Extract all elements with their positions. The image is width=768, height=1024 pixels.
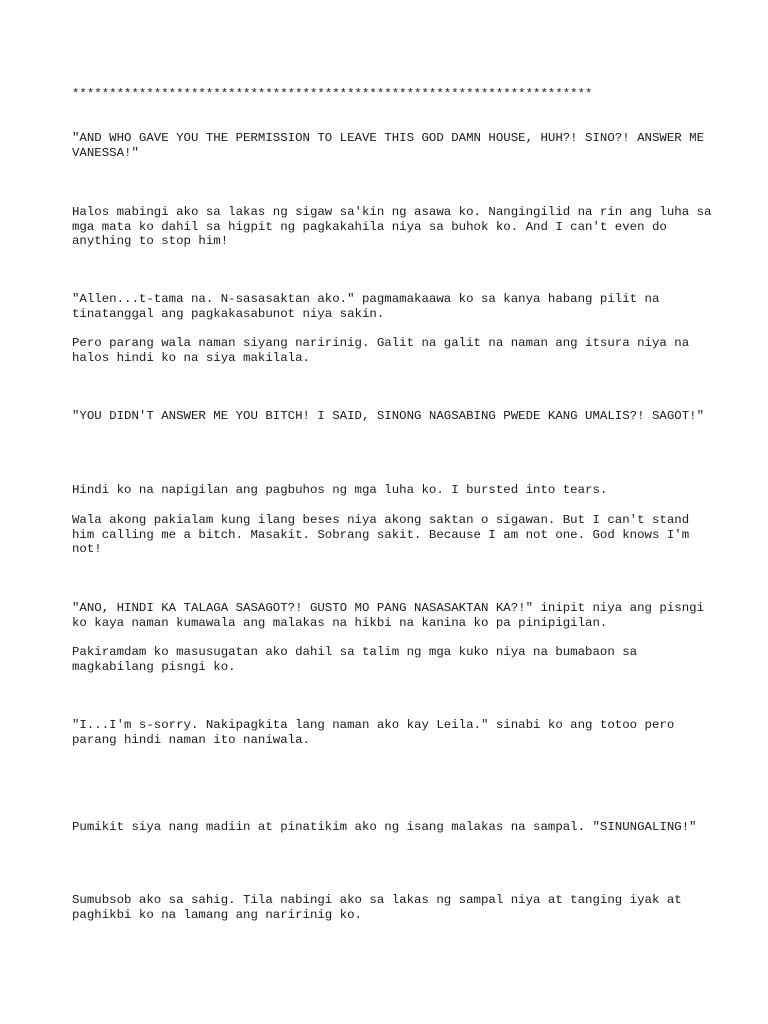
paragraph: Sumubsob ako sa sahig. Tila nabingi ako sa lakas ng sampal niya at tanging iyak at paghikbi ko na lamang ang naririnig ko. bbox=[72, 893, 690, 922]
paragraph: "Allen...t-tama na. N-sasasaktan ako." pagmamakaawa ko sa kanya habang pilit na tinatanggal ang pagkakasabunot niya sakin. bbox=[72, 292, 667, 321]
paragraph: "YOU DIDN'T ANSWER ME YOU BITCH! I SAID, SINONG NAGSABING PWEDE KANG UMALIS?! SAGOT!" bbox=[72, 409, 705, 423]
paragraph: Pumikit siya nang madiin at pinatikim ako ng isang malakas na sampal. "SINUNGALING!" bbox=[72, 820, 697, 834]
paragraph: Pakiramdam ko masusugatan ako dahil sa talim ng mga kuko niya na bumabaon sa magkabilang pisngi ko. bbox=[72, 645, 645, 674]
separator-line: ********************************************************************** bbox=[72, 87, 593, 101]
paragraph: Halos mabingi ako sa lakas ng sigaw sa'kin ng asawa ko. Nangingilid na rin ang luha sa mga mata ko dahil sa higpit ng pagkakahila niya sa buhok ko. And I can't even do anything to stop him! bbox=[72, 205, 719, 249]
paragraph: "ANO, HINDI KA TALAGA SASAGOT?! GUSTO MO PANG NASASAKTAN KA?!" inipit niya ang pisngi ko kaya naman kumawala ang malakas na hikbi na kanina ko pa pinipigilan. bbox=[72, 601, 712, 630]
paragraph: Wala akong pakialam kung ilang beses niya akong saktan o sigawan. But I can't stand him calling me a bitch. Masakit. Sobrang sakit. Because I am not one. God knows I'm not! bbox=[72, 513, 697, 557]
paragraph: "I...I'm s-sorry. Nakipagkita lang naman ako kay Leila." sinabi ko ang totoo pero parang hindi naman ito naniwala. bbox=[72, 718, 682, 747]
paragraph: Pero parang wala naman siyang naririnig. Galit na galit na naman ang itsura niya na halos hindi ko na siya makilala. bbox=[72, 336, 697, 365]
paragraph: Hindi ko na napigilan ang pagbuhos ng mga luha ko. I bursted into tears. bbox=[72, 483, 608, 497]
paragraph: "AND WHO GAVE YOU THE PERMISSION TO LEAVE THIS GOD DAMN HOUSE, HUH?! SINO?! ANSWER ME VANESSA!" bbox=[72, 131, 712, 160]
